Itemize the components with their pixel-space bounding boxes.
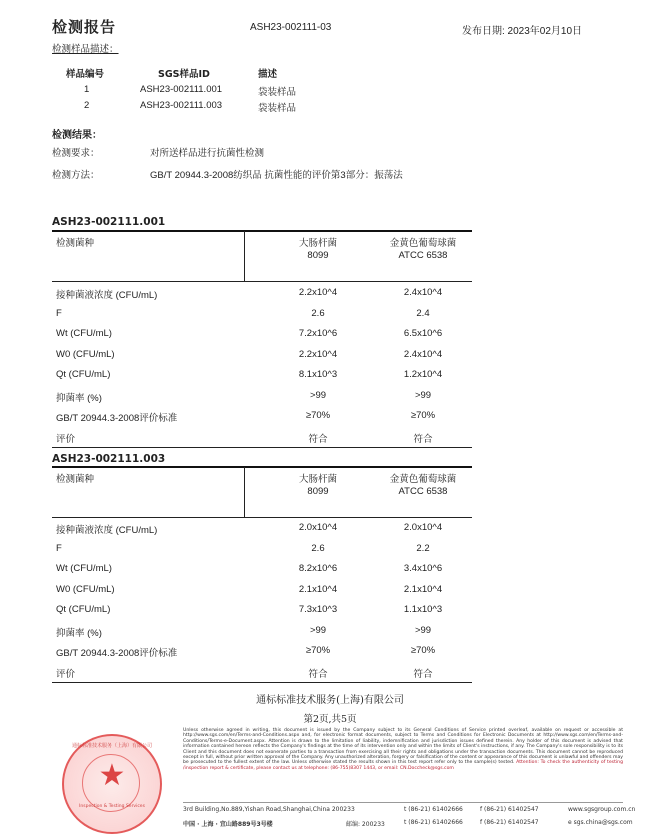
table2-row-label: 抑菌率 (%) <box>56 627 102 639</box>
table2-bacteria-2-strain: ATCC 6538 <box>398 486 448 497</box>
table2-row-value-e-coli: 2.6 <box>311 542 325 554</box>
table2-bacteria-2-name: 金黄色葡萄球菌 <box>389 474 457 485</box>
sgs-sample-id-header: SGS样品ID <box>158 69 210 80</box>
company-name: 通标标准技术服务(上海)有限公司 <box>256 695 404 706</box>
company-seal <box>62 734 162 834</box>
footer-tel-cn: t (86-21) 61402666 <box>404 819 463 826</box>
table1-bacteria-1-name: 大肠杆菌 <box>298 238 337 249</box>
seal-star-icon: ★ <box>98 758 126 793</box>
table1-row-value-s-aureus: 1.2x10^4 <box>403 369 443 380</box>
report-title: 检测报告 <box>52 18 117 36</box>
table1-row-label: 接种菌液浓度 (CFU/mL) <box>56 290 158 301</box>
requirement-label: 检测要求： <box>52 148 100 159</box>
sample-row-2-desc: 袋装样品 <box>258 103 297 114</box>
table2-bottom-border <box>52 682 472 683</box>
table1-divider <box>244 231 245 281</box>
method-value: GB/T 20944.3-2008纺织品 抗菌性能的评价第3部分：振荡法 <box>150 170 403 181</box>
footer-address-en: 3rd Building,No.889,Yishan Road,Shanghai,China 200233 <box>183 806 355 813</box>
footer-web: www.sgsgroup.com.cn <box>568 806 636 813</box>
table1-header-border <box>52 281 472 282</box>
table1-row-label: Qt (CFU/mL) <box>56 369 111 380</box>
method-label: 检测方法： <box>52 170 100 181</box>
table1-row-label: GB/T 20944.3-2008评价标准 <box>56 413 178 424</box>
report-number: ASH23-002111-03 <box>250 22 332 33</box>
page-number: 第2页,共5页 <box>303 714 357 725</box>
table1-row-value-e-coli: 8.1x10^3 <box>298 369 338 380</box>
table2-divider <box>244 467 245 517</box>
table1-top-border <box>52 230 472 232</box>
table1-row-value-s-aureus: >99 <box>414 389 432 401</box>
table2-row-value-s-aureus: 符合 <box>413 668 433 680</box>
table1-row-value-s-aureus: 6.5x10^6 <box>403 328 443 339</box>
sample-row-1-no: 1 <box>84 84 90 95</box>
table2-row-label: Qt (CFU/mL) <box>56 604 111 615</box>
sample-no-header: 样品编号 <box>66 69 105 80</box>
table2-row-value-s-aureus: 2.0x10^4 <box>403 522 443 533</box>
table2-row-value-s-aureus: >99 <box>414 624 432 636</box>
requirement-value: 对所送样品进行抗菌性检测 <box>150 148 265 159</box>
table2-strain-header: 检测菌种 <box>56 474 95 485</box>
table1-strain-header: 检测菌种 <box>56 238 95 249</box>
table2-row-value-e-coli: 2.1x10^4 <box>298 583 338 595</box>
table1-row-label: F <box>56 307 62 319</box>
table1-row-label: Wt (CFU/mL) <box>56 328 112 339</box>
table1-row-value-e-coli: ≥70% <box>305 410 331 421</box>
sample-row-2-id: ASH23-002111.003 <box>140 100 223 111</box>
table2-row-label: 接种菌液浓度 (CFU/mL) <box>56 525 158 536</box>
seal-ring-text: 通标标准技术服务（上海）有限公司 <box>71 743 152 749</box>
footer-tel-en: t (86-21) 61402666 <box>404 806 463 813</box>
table1-row-label: W0 (CFU/mL) <box>56 348 115 360</box>
table2-row-value-s-aureus: 2.1x10^4 <box>403 583 443 595</box>
table2-header-border <box>52 517 472 518</box>
legal-disclaimer <box>183 728 623 771</box>
table2-row-value-s-aureus: 1.1x10^3 <box>403 604 443 615</box>
table2-top-border <box>52 466 472 468</box>
table2-row-value-s-aureus: 2.2 <box>416 542 430 554</box>
table2-row-label: F <box>56 542 62 554</box>
table1-row-value-s-aureus: ≥70% <box>410 410 436 421</box>
table2-row-value-e-coli: >99 <box>309 624 327 636</box>
table1-bacteria-2-name: 金黄色葡萄球菌 <box>389 238 457 249</box>
table1-bacteria-1-strain: 8099 <box>307 250 329 261</box>
table1-sample-id: ASH23-002111.001 <box>52 216 166 228</box>
table2-bacteria-1-strain: 8099 <box>307 486 329 497</box>
sample-row-2-no: 2 <box>84 100 90 111</box>
sample-description-label: 检测样品描述： <box>52 44 119 55</box>
table1-row-value-e-coli: 2.6 <box>311 307 325 319</box>
footer-divider <box>183 802 623 803</box>
table1-row-value-e-coli: 7.2x10^6 <box>298 328 338 339</box>
table1-row-value-s-aureus: 2.4x10^4 <box>403 287 443 298</box>
table2-row-label: W0 (CFU/mL) <box>56 583 115 595</box>
footer-address-cn: 中国 · 上海 · 宜山路889号3号楼 <box>183 821 273 828</box>
table2-row-value-e-coli: 8.2x10^6 <box>298 563 338 574</box>
footer-email: e sgs.china@sgs.com <box>568 819 633 826</box>
sample-row-1-id: ASH23-002111.001 <box>140 84 223 95</box>
table2-row-value-s-aureus: ≥70% <box>410 645 436 656</box>
table2-row-value-e-coli: ≥70% <box>305 645 331 656</box>
table2-bacteria-1-name: 大肠杆菌 <box>298 474 337 485</box>
table1-row-value-e-coli: 2.2x10^4 <box>298 348 338 360</box>
table1-row-label: 抑菌率 (%) <box>56 392 102 404</box>
footer-postcode-cn: 邮编: 200233 <box>346 821 385 828</box>
table2-row-label: Wt (CFU/mL) <box>56 563 112 574</box>
table2-row-value-s-aureus: 3.4x10^6 <box>403 563 443 574</box>
table2-row-label: 评价 <box>56 668 76 680</box>
legal-body: Unless otherwise agreed in writing, this document is issued by the Company subject to its General Conditions of Service printed overleaf, available on request or accessible at http://www.sgs.com/en/Terms-and-Conditions.aspx and, for electronic format documents, subject to Terms and Conditions for Electronic Documents at http://www.sgs.com/en/Terms-and-Conditions/Terms-e-Document.aspx. Attention is drawn to the limitation of liability, indemnification and jurisdiction issues defined therein. Any holder of this document is advised that information contained hereon reflects the Company's findings at the time of its intervention only and within the limits of Client's instructions, if any. The Company's sole responsibility is to its Client and this document does not exonerate parties to a transaction from exercising all their rights and obligations under the transaction documents. This document cannot be reproduced except in full, without prior written approval of the Company. Any unauthorized alteration, forgery or falsification of the content or appearance of this document is unlawful and offenders may be prosecuted to the fullest extent of the law. Unless otherwise stated the results shown in this test report refer only to the sample(s) tested. <box>183 728 623 766</box>
description-header: 描述 <box>258 69 278 80</box>
table2-row-value-e-coli: 2.0x10^4 <box>298 522 338 533</box>
table2-row-value-e-coli: 符合 <box>308 668 328 680</box>
sample-row-1-desc: 袋装样品 <box>258 87 297 98</box>
table2-row-value-e-coli: 7.3x10^3 <box>298 604 338 615</box>
table1-bacteria-2-strain: ATCC 6538 <box>398 250 448 261</box>
results-label: 检测结果： <box>52 130 102 141</box>
table1-row-value-e-coli: >99 <box>309 389 327 401</box>
table1-bottom-border <box>52 447 472 448</box>
table2-sample-id: ASH23-002111.003 <box>52 453 166 465</box>
legal-attention: Attention: To check the authenticity of testing /inspection report & certificate, please contact us at telephone: (86-755)8307 1443, or email: CN.Doccheck@sgs.com <box>183 760 623 771</box>
footer-fax-en: f (86-21) 61402547 <box>480 806 539 813</box>
table1-row-value-e-coli: 2.2x10^4 <box>298 287 338 298</box>
seal-subtext: Inspection & Testing Services <box>79 804 145 809</box>
table1-row-label: 评价 <box>56 433 76 445</box>
table1-row-value-e-coli: 符合 <box>308 433 328 445</box>
issue-date: 发布日期: 2023年02月10日 <box>462 26 583 37</box>
table2-row-label: GB/T 20944.3-2008评价标准 <box>56 648 178 659</box>
table1-row-value-s-aureus: 2.4x10^4 <box>403 348 443 360</box>
footer-fax-cn: f (86-21) 61402547 <box>480 819 539 826</box>
table1-row-value-s-aureus: 2.4 <box>416 307 430 319</box>
table1-row-value-s-aureus: 符合 <box>413 433 433 445</box>
